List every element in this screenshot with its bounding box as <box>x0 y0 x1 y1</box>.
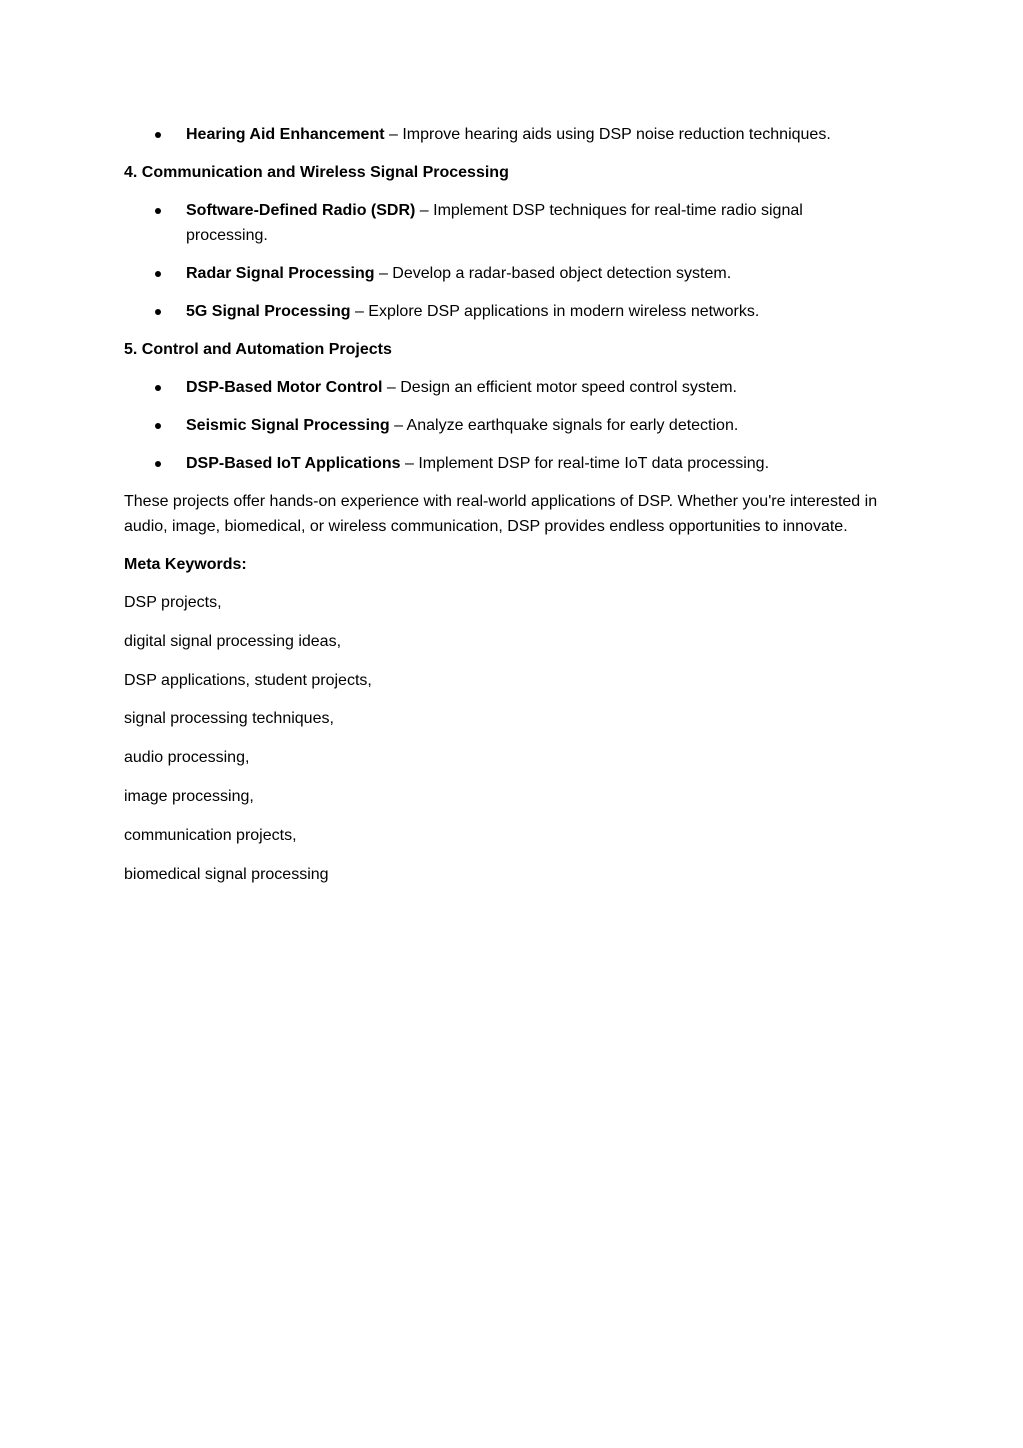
item-description: – Analyze earthquake signals for early detection. <box>389 417 739 434</box>
keyword-line: DSP projects, <box>124 594 222 611</box>
item-description: – Design an efficient motor speed control system. <box>382 379 737 396</box>
section5-list <box>124 375 884 476</box>
list-item <box>124 198 884 248</box>
bullet-icon <box>155 271 161 277</box>
item-term: Seismic Signal Processing <box>186 417 390 434</box>
keyword-line: digital signal processing ideas, <box>124 632 342 650</box>
bullet-icon <box>155 385 161 391</box>
item-term: DSP-Based Motor Control <box>186 379 383 396</box>
item-description: – Explore DSP applications in modern wireless networks. <box>350 303 760 320</box>
item-description: – Implement DSP techniques for real-time radio signal processing. <box>186 202 803 244</box>
section5-heading: 5. Control and Automation Projects <box>124 341 392 358</box>
conclusion-paragraph: These projects offer hands-on experience with real-world applications of DSP. Whether you're interested in audio, image, biomedical, or wireless communication, DSP provides endless opportunities to innovate. <box>124 493 878 535</box>
keyword-line: biomedical signal processing <box>124 865 329 883</box>
keyword-line: communication projects, <box>124 826 297 844</box>
bullet-icon <box>155 461 161 467</box>
bullet-icon <box>155 132 161 138</box>
section3-list <box>124 122 884 147</box>
item-term: DSP-Based IoT Applications <box>186 455 401 472</box>
section4-list <box>124 198 884 324</box>
list-item <box>124 375 884 400</box>
item-term: 5G Signal Processing <box>186 303 351 320</box>
bullet-icon <box>155 309 161 315</box>
keyword-line: DSP applications, student projects, <box>124 671 372 689</box>
list-item <box>124 261 884 286</box>
item-description: – Develop a radar-based object detection system. <box>374 265 732 282</box>
item-term: Hearing Aid Enhancement <box>186 126 385 143</box>
item-term: Software-Defined Radio (SDR) <box>186 202 416 219</box>
bullet-icon <box>155 423 161 429</box>
keyword-line: signal processing techniques, <box>124 710 334 728</box>
list-item <box>124 299 884 324</box>
list-item <box>124 413 884 438</box>
item-description: – Improve hearing aids using DSP noise reduction techniques. <box>384 126 831 143</box>
list-item <box>124 451 884 476</box>
meta-keywords-label: Meta Keywords: <box>124 556 247 573</box>
document-page <box>124 122 884 900</box>
keyword-line: image processing, <box>124 787 254 805</box>
bullet-icon <box>155 208 161 214</box>
section4-heading: 4. Communication and Wireless Signal Processing <box>124 164 509 181</box>
item-description: – Implement DSP for real-time IoT data processing. <box>400 455 770 472</box>
list-item <box>124 122 884 147</box>
item-term: Radar Signal Processing <box>186 265 375 282</box>
keyword-line: audio processing, <box>124 749 250 767</box>
